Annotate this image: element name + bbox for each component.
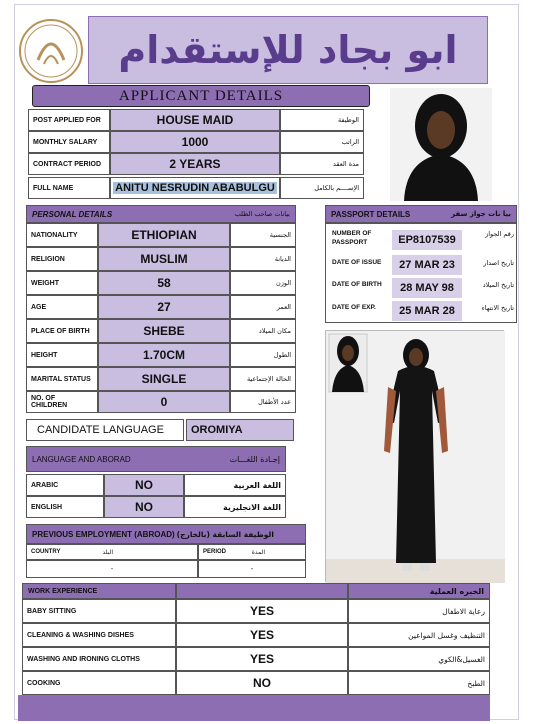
issue-date-label: DATE OF ISSUE [332, 259, 382, 266]
expiry-date-label-ar: تاريخ الانتهاء [481, 304, 514, 312]
employment-title: PREVIOUS EMPLOYMENT (ABROAD) [32, 529, 175, 539]
baby-sitting-value: YES [176, 599, 348, 623]
page-title: ابو بجاد للإستقدام [118, 28, 458, 72]
birth-date-label-ar: تاريخ الميلاد [482, 281, 514, 289]
salary-value: 1000 [110, 131, 280, 153]
passport-table [325, 223, 517, 323]
cleaning-value: YES [176, 623, 348, 647]
experience-header-ar: الخبره العملية [348, 583, 490, 599]
washing-value: YES [176, 647, 348, 671]
passport-number-label-ar: رقم الجواز [485, 230, 514, 238]
period-value: - [198, 560, 306, 578]
marital-label: MARITAL STATUS [26, 367, 98, 391]
children-label: NO. OF CHILDREN [26, 391, 98, 413]
nationality-label-ar: الجنسية [230, 223, 296, 247]
religion-label-ar: الديانة [230, 247, 296, 271]
issue-date-label-ar: تاريخ اصدار [483, 259, 514, 267]
birth-date-value: 28 MAY 98 [392, 278, 462, 298]
weight-label: WEIGHT [26, 271, 98, 295]
personal-title-ar: بيانات صاحب الطلب [234, 210, 290, 218]
full-name-label: FULL NAME [28, 177, 110, 199]
company-logo [18, 18, 84, 84]
height-value: 1.70CM [98, 343, 230, 367]
portrait-photo [390, 88, 492, 201]
language-title-ar: إجـادة اللغـــات [229, 454, 280, 464]
post-label-ar: الوظيفة [280, 109, 364, 131]
applicant-section-title: APPLICANT DETAILS [118, 87, 284, 104]
height-label-ar: الطول [230, 343, 296, 367]
period-header [198, 544, 306, 560]
issue-date-value: 27 MAR 23 [392, 255, 462, 275]
footer-bar [18, 695, 490, 721]
contract-value: 2 YEARS [110, 153, 280, 175]
passport-title-ar: بيا نات جواز سفر [451, 210, 511, 218]
language-title: LANGUAGE AND ABORAD [32, 454, 131, 464]
personal-header [26, 205, 296, 223]
applicant-section-header [32, 85, 370, 107]
children-label-ar: عدد الأطفال [230, 391, 296, 413]
english-label: ENGLISH [26, 496, 104, 518]
post-label: POST APPLIED FOR [28, 109, 110, 131]
age-label-ar: العمر [230, 295, 296, 319]
cooking-value: NO [176, 671, 348, 695]
washing-label: WASHING AND IRONING CLOTHS [22, 647, 176, 671]
age-value: 27 [98, 295, 230, 319]
age-label: AGE [26, 295, 98, 319]
weight-value: 58 [98, 271, 230, 295]
full-body-photo-panel [325, 330, 504, 582]
full-name-text: ANITU NESRUDIN ABABULGU [115, 182, 275, 194]
candidate-language-label: CANDIDATE LANGUAGE [26, 419, 184, 441]
employment-header [26, 524, 306, 544]
nationality-label: NATIONALITY [26, 223, 98, 247]
height-label: HEIGHT [26, 343, 98, 367]
passport-number-value: EP8107539 [392, 230, 462, 250]
country-header [26, 544, 198, 560]
language-header [26, 446, 286, 472]
country-value: - [26, 560, 198, 578]
header-banner [88, 16, 488, 84]
period-label-ar: المدة [251, 548, 265, 556]
marital-label-ar: الحالة الإجتماعية [230, 367, 296, 391]
personal-title: PERSONAL DETAILS [32, 209, 113, 219]
nationality-value: ETHIOPIAN [98, 223, 230, 247]
period-label: PERIOD [203, 549, 227, 555]
birthplace-label-ar: مكان الميلاد [230, 319, 296, 343]
country-label: COUNTRY [31, 549, 61, 555]
birth-date-label: DATE OF BIRTH [332, 281, 382, 288]
cleaning-label: CLEANING & WASHING DISHES [22, 623, 176, 647]
arabic-value: NO [104, 474, 184, 496]
baby-sitting-label: BABY SITTING [22, 599, 176, 623]
employment-title-ar: الوظيفة السابقة (بالخارج) [176, 529, 274, 539]
arabic-label: ARABIC [26, 474, 104, 496]
arabic-label-ar: اللغة العربية [184, 474, 286, 496]
birthplace-value: SHEBE [98, 319, 230, 343]
salary-label: MONTHLY SALARY [28, 131, 110, 153]
passport-title: PASSPORT DETAILS [331, 209, 411, 219]
birthplace-label: PLACE OF BIRTH [26, 319, 98, 343]
passport-header [325, 205, 517, 223]
religion-label: RELIGION [26, 247, 98, 271]
cooking-label: COOKING [22, 671, 176, 695]
washing-label-ar: الغسيل&الكوي [348, 647, 490, 671]
religion-value: MUSLIM [98, 247, 230, 271]
contract-label: CONTRACT PERIOD [28, 153, 110, 175]
experience-header-mid [176, 583, 348, 599]
children-value: 0 [98, 391, 230, 413]
baby-sitting-label-ar: رعاية الاطفال [348, 599, 490, 623]
salary-label-ar: الراتب [280, 131, 364, 153]
full-name-value [110, 177, 280, 199]
candidate-language-value: OROMIYA [186, 419, 294, 441]
expiry-date-label: DATE OF EXP. [332, 304, 376, 311]
marital-value: SINGLE [98, 367, 230, 391]
expiry-date-value: 25 MAR 28 [392, 301, 462, 321]
cooking-label-ar: الطبخ [348, 671, 490, 695]
contract-label-ar: مدة العقد [280, 153, 364, 175]
weight-label-ar: الوزن [230, 271, 296, 295]
country-label-ar: البلد [102, 548, 113, 556]
english-value: NO [104, 496, 184, 518]
cleaning-label-ar: التنظيف وغسل المواعين [348, 623, 490, 647]
passport-number-label: NUMBER OF PASSPORT [332, 230, 372, 246]
post-value: HOUSE MAID [110, 109, 280, 131]
english-label-ar: اللغة الانجليزية [184, 496, 286, 518]
experience-header: WORK EXPERIENCE [22, 583, 176, 599]
full-name-label-ar: الإســــم بالكامل [280, 177, 364, 199]
